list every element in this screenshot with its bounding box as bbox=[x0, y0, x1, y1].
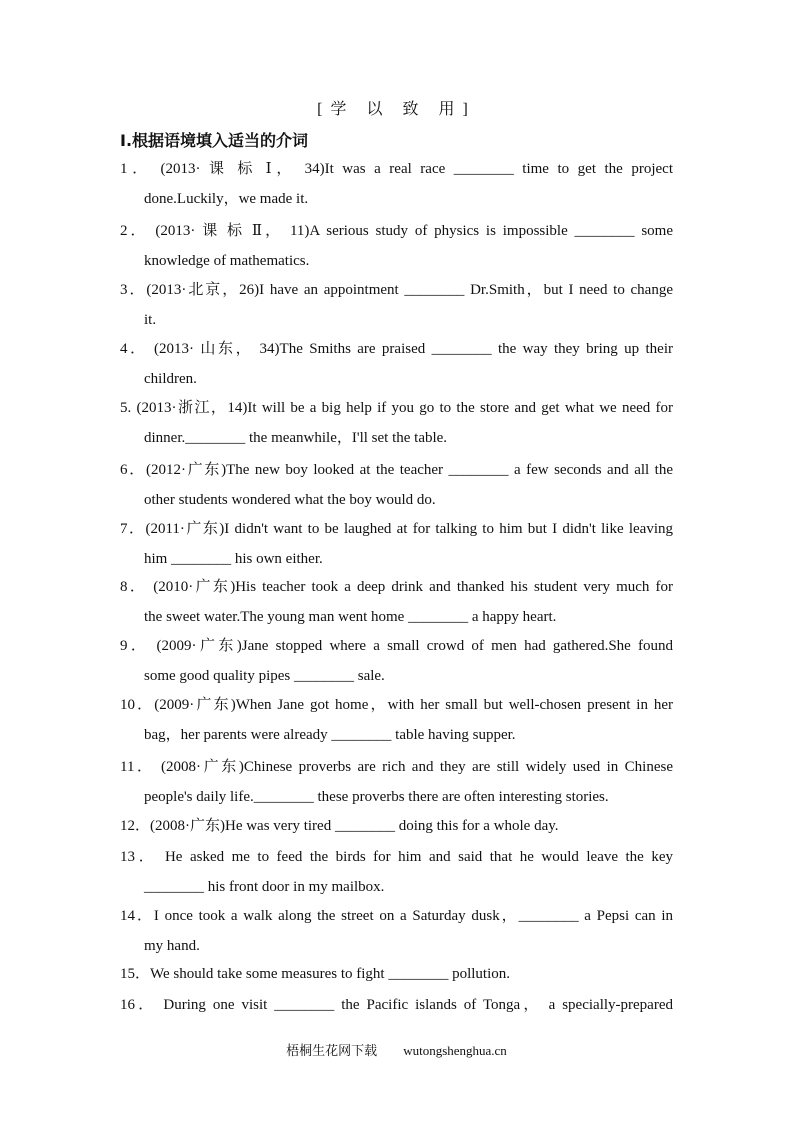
question-continuation: some good quality pipes ________ sale. bbox=[144, 668, 385, 684]
question-item bbox=[120, 752, 673, 812]
question-continuation: dinner.________ the meanwhile，I'll set the table. bbox=[144, 430, 448, 446]
question-line: 2． (2013· 课 标 Ⅱ， 11)A serious study of physics is impossible ________ some bbox=[120, 223, 673, 239]
question-item bbox=[120, 842, 673, 902]
page-title: [学 以 致 用] bbox=[317, 101, 476, 118]
page-footer bbox=[0, 1040, 793, 1059]
question-continuation: ________ his front door in my mailbox. bbox=[144, 879, 385, 895]
question-line: 7．(2011·广东)I didn't want to be laughed at for talking to him but I didn't like leaving bbox=[120, 521, 673, 537]
question-item bbox=[120, 393, 673, 453]
footer-site-url: wutongshenghua.cn bbox=[403, 1043, 507, 1058]
question-continuation: him ________ his own either. bbox=[144, 551, 323, 567]
question-item bbox=[120, 959, 673, 989]
question-line: 8． (2010·广东)His teacher took a deep drink and thanked his student very much for bbox=[120, 579, 673, 595]
question-item bbox=[120, 154, 673, 214]
question-line: 6．(2012·广东)The new boy looked at the teacher ________ a few seconds and all the bbox=[120, 462, 673, 478]
question-line: 9． (2009·广东)Jane stopped where a small crowd of men had gathered.She found bbox=[120, 638, 673, 654]
question-line: 12．(2008·广东)He was very tired ________ doing this for a whole day. bbox=[120, 818, 559, 834]
question-line: 11． (2008·广东)Chinese proverbs are rich and they are still widely used in Chinese bbox=[120, 759, 673, 775]
question-continuation: the sweet water.The young man went home ________ a happy heart. bbox=[144, 609, 557, 625]
question-line: 3．(2013·北京，26)I have an appointment ________ Dr.Smith，but I need to change bbox=[120, 282, 673, 298]
question-line: 4． (2013· 山东， 34)The Smiths are praised ________ the way they bring up their bbox=[120, 341, 673, 357]
question-continuation: knowledge of mathematics. bbox=[144, 253, 310, 269]
question-line: 1． (2013· 课 标 Ⅰ， 34)It was a real race ________ time to get the project bbox=[120, 161, 673, 177]
question-line: 16． During one visit ________ the Pacific islands of Tonga， a specially-prepared bbox=[120, 997, 673, 1013]
question-item bbox=[120, 455, 673, 515]
question-line: 14．I once took a walk along the street on a Saturday dusk，________ a Pepsi can in bbox=[120, 908, 673, 924]
question-item bbox=[120, 631, 673, 691]
question-continuation: other students wondered what the boy would do. bbox=[144, 492, 436, 508]
question-item bbox=[120, 275, 673, 335]
question-item bbox=[120, 514, 673, 574]
question-item bbox=[120, 811, 673, 841]
section-heading: Ⅰ.根据语境填入适当的介词 bbox=[120, 131, 309, 150]
question-item bbox=[120, 572, 673, 632]
question-continuation: bag，her parents were already ________ table having supper. bbox=[144, 727, 516, 743]
question-item bbox=[120, 216, 673, 276]
question-continuation: my hand. bbox=[144, 938, 200, 954]
question-line: 5. (2013·浙江，14)It will be a big help if you go to the store and get what we need for bbox=[120, 400, 673, 416]
question-continuation: people's daily life.________ these proverbs there are often interesting stories. bbox=[144, 789, 609, 805]
question-line: 10．(2009·广东)When Jane got home，with her small but well-chosen present in her bbox=[120, 697, 673, 713]
question-line: 15．We should take some measures to fight ________ pollution. bbox=[120, 966, 510, 982]
question-continuation: children. bbox=[144, 371, 197, 387]
question-item bbox=[120, 334, 673, 394]
footer-site-name: 梧桐生花网下载 bbox=[286, 1043, 378, 1058]
question-continuation: done.Luckily，we made it. bbox=[144, 191, 309, 207]
question-item bbox=[120, 990, 673, 1020]
question-continuation: it. bbox=[144, 312, 157, 328]
question-item bbox=[120, 901, 673, 961]
question-line: 13． He asked me to feed the birds for him and said that he would leave the key bbox=[120, 849, 673, 865]
question-item bbox=[120, 690, 673, 750]
